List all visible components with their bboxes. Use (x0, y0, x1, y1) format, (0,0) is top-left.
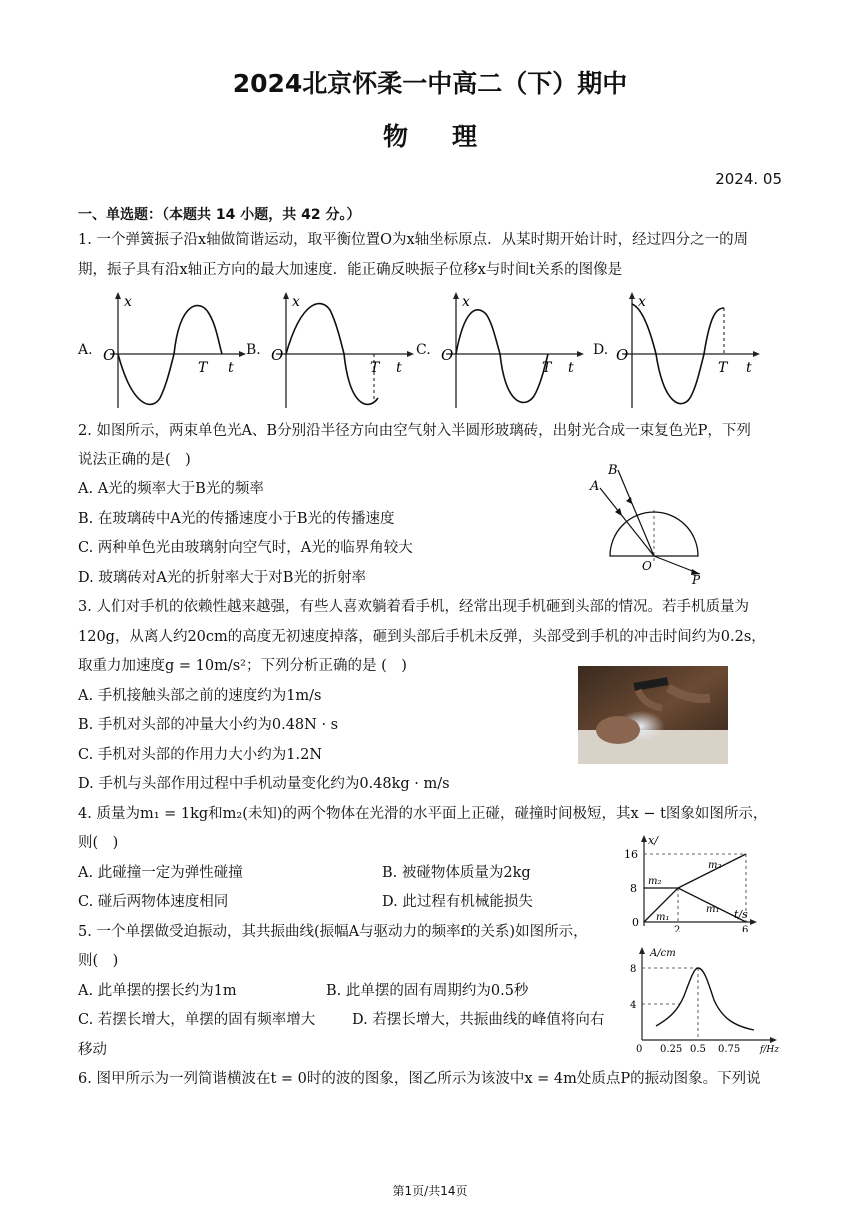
m1-after-label: m₁ (706, 904, 720, 915)
m2-before-label: m₂ (648, 876, 662, 887)
q4-option-d: D. 此过程有机械能损失 (382, 894, 533, 910)
q2-option-d: D. 玻璃砖对A光的折射率大于对B光的折射率 (78, 570, 366, 586)
q1-stem-line2: 期，振子具有沿x轴正方向的最大加速度．能正确反映振子位移x与时间t关系的图像是 (78, 262, 623, 278)
y-axis-label: x/ (648, 834, 658, 847)
axis-x-label: x (124, 294, 132, 310)
axis-t-label: t (568, 360, 574, 376)
q1-option-a-label: A. (78, 342, 93, 358)
q4-option-b: B. 被碰物体质量为2kg (382, 865, 531, 881)
q5-option-d: D. 若摆长增大，共振曲线的峰值将向右 (352, 1012, 605, 1028)
y-axis-label: A/cm (650, 948, 676, 959)
q2-option-b: B. 在玻璃砖中A光的传播速度小于B光的传播速度 (78, 511, 395, 527)
axis-x-label: x (638, 294, 646, 310)
q1-stem-line1: 1. 一个弹簧振子沿x轴做简谐运动，取平衡位置O为x轴坐标原点．从某时期开始计时，经过四分之一的周 (78, 232, 749, 248)
x-axis-label: f/Hz (760, 1045, 779, 1054)
q3-stem-line2: 120g，从离人约20cm的高度无初速度掉落，砸到头部后手机未反弹，头部受到手机的冲击时间约为0.2s， (78, 629, 766, 645)
m1-before-label: m₁ (656, 912, 670, 923)
subject-title: 物理 (382, 122, 521, 151)
origin-label: O (103, 346, 116, 364)
q4-xt-graph (620, 832, 760, 932)
q2-stem-line1: 2. 如图所示，两束单色光A、B分别沿半径方向由空气射入半圆形玻璃砖，出射光合成一束复色光P，下列 (78, 423, 751, 439)
y-tick-4: 4 (630, 1000, 637, 1011)
section-heading: 一、单选题：（本题共 14 小题，共 42 分。） (78, 207, 361, 223)
period-label: T (198, 360, 208, 376)
y-tick-16: 16 (624, 848, 638, 861)
origin-label: O (616, 346, 629, 364)
y-tick-0: 0 (632, 916, 639, 929)
q1-option-b-label: B. (246, 342, 261, 358)
q3-option-c: C. 手机对头部的作用力大小约为1.2N (78, 747, 323, 763)
exam-date: 2024. 05 (715, 170, 782, 188)
q1-graph-a (98, 290, 248, 410)
q2-option-a: A. A光的频率大于B光的频率 (78, 481, 264, 497)
m2-after-label: m₂ (708, 860, 722, 871)
q5-option-b: B. 此单摆的固有周期约为0.5秒 (326, 983, 529, 999)
q4-stem-line1: 4. 质量为m₁ = 1kg和m₂(未知)的两个物体在光滑的水平面上正碰，碰撞时间极短，其x − t图象如图所示， (78, 806, 768, 822)
axis-t-label: t (396, 360, 402, 376)
q1-option-c-label: C. (416, 342, 431, 358)
x-tick-6: 6 (742, 925, 749, 932)
axis-t-label: t (228, 360, 234, 376)
q3-option-a: A. 手机接触头部之前的速度约为1m/s (78, 688, 322, 704)
q5-stem-line2: 则( ) (78, 953, 119, 969)
x-tick-0-25: 0.25 (660, 1044, 683, 1054)
q4-option-a: A. 此碰撞一定为弹性碰撞 (78, 865, 243, 881)
q5-resonance-graph (624, 944, 784, 1054)
q3-option-b: B. 手机对头部的冲量大小约为0.48N · s (78, 717, 339, 733)
q5-option-a: A. 此单摆的摆长约为1m (78, 983, 237, 999)
axis-x-label: x (462, 294, 470, 310)
q2-semicircle-figure (578, 460, 718, 586)
x-tick-2: 2 (674, 925, 681, 932)
q2-option-c: C. 两种单色光由玻璃射向空气时，A光的临界角较大 (78, 540, 413, 556)
q1-graph-c (436, 290, 586, 410)
y-tick-8: 8 (630, 964, 637, 975)
q4-option-c: C. 碰后两物体速度相同 (78, 894, 229, 910)
period-label: T (718, 360, 728, 376)
person-phone-photo (578, 666, 728, 764)
document-title: 2024北京怀柔一中高二（下）期中 (232, 69, 628, 98)
q5-option-c: C. 若摆长增大，单摆的固有频率增大 (78, 1012, 316, 1028)
page-footer: 第1页/共14页 (392, 1184, 468, 1198)
ray-p-label: P (692, 573, 701, 586)
origin-label: O (271, 346, 284, 364)
center-o-label: O (642, 559, 652, 573)
x-axis-label: t/s (734, 908, 748, 921)
q1-option-d-label: D. (593, 342, 609, 358)
x-tick-0: 0 (636, 1044, 643, 1054)
x-tick-0-75: 0.75 (718, 1044, 741, 1054)
ray-a-label: A (590, 479, 600, 494)
origin-label: O (441, 346, 454, 364)
x-tick-0-5: 0.5 (690, 1044, 706, 1054)
q2-stem-line2: 说法正确的是( ) (78, 452, 191, 468)
q5-option-d-cont: 移动 (78, 1042, 107, 1058)
q3-stem-line3: 取重力加速度g = 10m/s²；下列分析正确的是 ( ) (78, 658, 407, 674)
y-tick-8: 8 (630, 882, 637, 895)
axis-t-label: t (746, 360, 752, 376)
q1-graph-d (612, 290, 762, 410)
q5-stem-line1: 5. 一个单摆做受迫振动，其共振曲线(振幅A与驱动力的频率f的关系)如图所示， (78, 924, 588, 940)
period-label: T (542, 360, 552, 376)
q1-graph-b (266, 290, 416, 410)
q6-stem-line1: 6. 图甲所示为一列简谐横波在t = 0时的波的图象，图乙所示为该波中x = 4m处质点P的振动图象。下列说 (78, 1071, 761, 1087)
q4-stem-line2: 则( ) (78, 835, 119, 851)
axis-x-label: x (292, 294, 300, 310)
q3-option-d: D. 手机与头部作用过程中手机动量变化约为0.48kg · m/s (78, 776, 450, 792)
period-label: T (370, 360, 380, 376)
ray-b-label: B (608, 463, 618, 478)
q3-stem-line1: 3. 人们对手机的依赖性越来越强，有些人喜欢躺着看手机，经常出现手机砸到头部的情况。若手机质量为 (78, 599, 749, 615)
